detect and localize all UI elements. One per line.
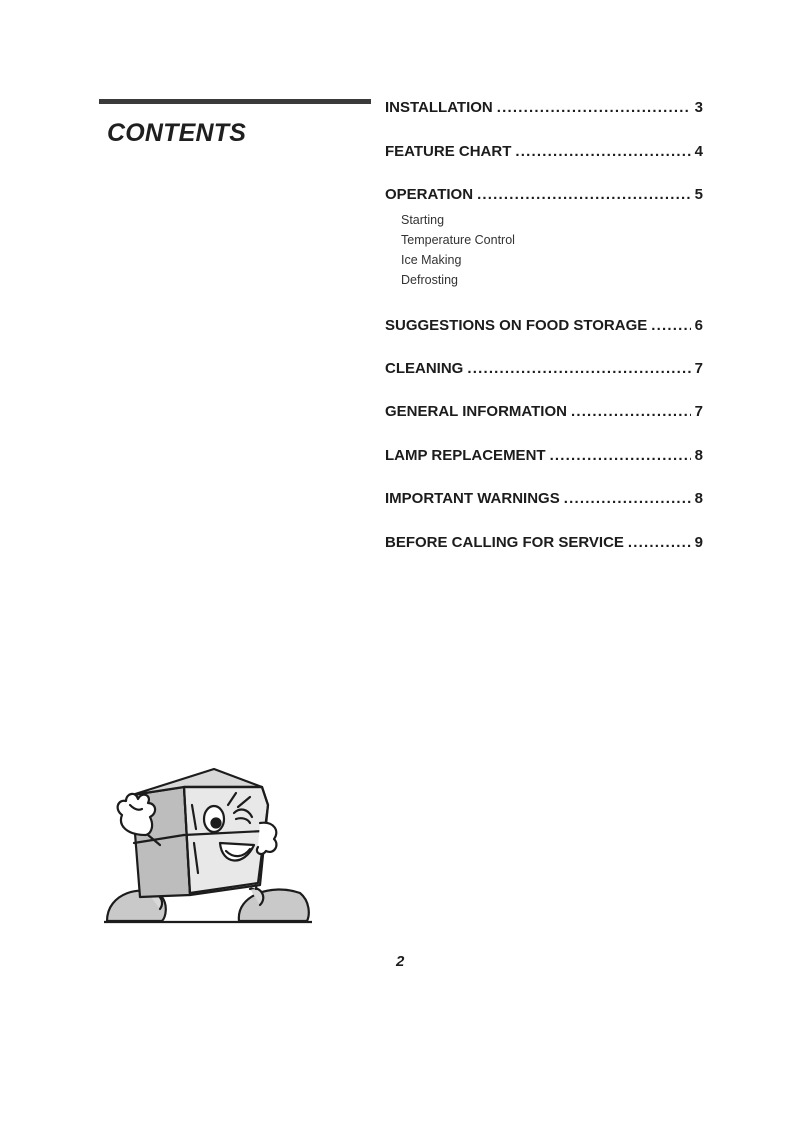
toc-entry-label: GENERAL INFORMATION [385, 403, 567, 420]
toc-dot-leader [497, 99, 691, 117]
toc-entry-page: 6 [694, 317, 703, 334]
toc-dot-leader [550, 447, 691, 465]
toc-entry-label: FEATURE CHART [385, 143, 512, 160]
toc-entry-label: BEFORE CALLING FOR SERVICE [385, 534, 624, 551]
toc-entry-lamp-replacement[interactable] [385, 447, 703, 465]
toc-entry-feature-chart[interactable] [385, 143, 703, 161]
header-rule [99, 99, 371, 104]
toc-entry-general-information[interactable] [385, 403, 703, 421]
toc-entry-label: CLEANING [385, 360, 464, 377]
toc-entry-before-calling-service[interactable] [385, 534, 703, 552]
toc-dot-leader [571, 403, 691, 421]
toc-entry-page: 7 [694, 403, 703, 420]
toc-entry-label: INSTALLATION [385, 99, 493, 116]
toc-entry-food-storage[interactable] [385, 317, 703, 335]
page-title: CONTENTS [107, 119, 247, 147]
page-number: 2 [396, 953, 405, 970]
toc-dot-leader [477, 186, 691, 204]
toc-entry-label: SUGGESTIONS ON FOOD STORAGE [385, 317, 648, 334]
toc-entry-installation[interactable] [385, 99, 703, 117]
toc-dot-leader [628, 534, 691, 552]
toc-dot-leader [564, 490, 691, 508]
toc-entry-page: 9 [694, 534, 703, 551]
toc-subitem-starting[interactable]: Starting [401, 213, 445, 227]
toc-subitem-defrosting[interactable]: Defrosting [401, 273, 458, 287]
toc-subitem-temperature-control[interactable]: Temperature Control [401, 233, 515, 247]
toc-entry-page: 7 [694, 360, 703, 377]
toc-entry-page: 8 [694, 490, 703, 507]
toc-entry-page: 3 [694, 99, 703, 116]
refrigerator-mascot-icon [104, 765, 312, 925]
toc-dot-leader [515, 143, 690, 161]
toc-entry-page: 4 [694, 143, 703, 160]
toc-entry-cleaning[interactable] [385, 360, 703, 378]
toc-entry-label: LAMP REPLACEMENT [385, 447, 546, 464]
toc-dot-leader [651, 317, 690, 335]
toc-entry-page: 5 [694, 186, 703, 203]
toc-dot-leader [467, 360, 690, 378]
toc-entry-label: IMPORTANT WARNINGS [385, 490, 560, 507]
toc-entry-page: 8 [694, 447, 703, 464]
toc-subitem-ice-making[interactable]: Ice Making [401, 253, 462, 267]
toc-entry-label: OPERATION [385, 186, 474, 203]
toc-entry-operation[interactable] [385, 186, 703, 204]
toc-entry-important-warnings[interactable] [385, 490, 703, 508]
